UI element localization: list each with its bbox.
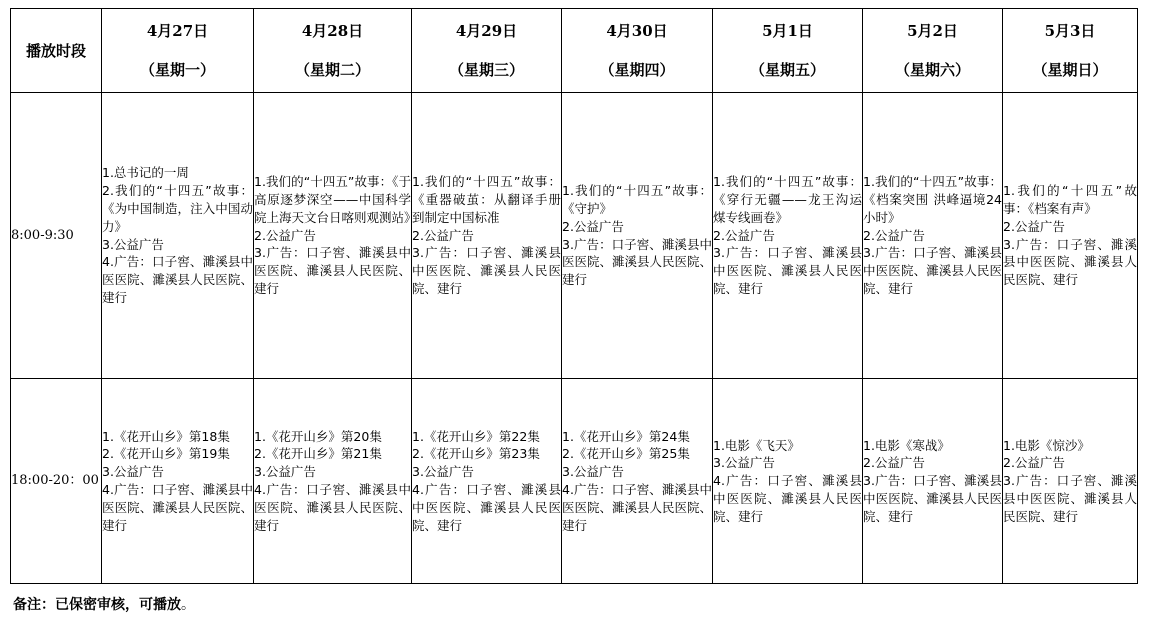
program-cell [1003,93,1138,379]
program-line: 1.我们的“十四五”故事：《重器破茧：从翻译手册到制定中国标准 [412,174,561,225]
program-line: 2.《花开山乡》第21集 [254,446,382,462]
day-weekday: （星期四） [599,61,675,79]
day-header [254,9,412,93]
program-line: 3.广告：口子窖、濉溪县中医医院、濉溪县人民医院、建行 [562,236,713,288]
slot-header-label: 播放时段 [25,42,86,60]
day-header [863,9,1003,93]
program-line: 3.广告：口子窖、濉溪县中医医院、濉溪县人民医院、建行 [412,245,561,296]
day-date: 4月30日 [606,22,668,40]
program-line: 3.公益广告 [102,464,164,480]
program-line: 3.广告：口子窖、濉溪县中医医院、濉溪县人民医院、建行 [863,473,1002,524]
day-date: 4月27日 [146,22,209,40]
day-weekday: （星期六） [894,61,970,79]
schedule-row-evening [11,379,1138,584]
time-slot: 18:00-20：00 [11,379,102,584]
program-line: 2.公益广告 [713,227,775,243]
footnote [13,594,195,614]
program-cell [1003,379,1138,584]
program-line: 3.公益广告 [713,455,775,471]
program-line: 1.电影《惊沙》 [1003,437,1090,453]
program-cell [412,93,562,379]
day-date: 4月29日 [455,22,518,40]
day-date: 5月2日 [907,22,958,40]
program-line: 1.我们的“十四五”故事：《于高原逐梦深空——中国科学院上海天文台日喀则观测站》 [254,174,417,225]
program-line: 1.《花开山乡》第22集 [412,428,540,444]
program-line: 2.《花开山乡》第19集 [102,446,230,462]
slot-header [11,9,102,93]
program-cell [562,379,713,584]
day-header [713,9,863,93]
program-line: 3.公益广告 [102,236,164,252]
program-cell [102,93,254,379]
program-line: 4.广告：口子窖、濉溪县中医医院、濉溪县人民医院、建行 [713,473,862,524]
program-line: 3.广告：口子窖、濉溪县中医医院、濉溪县人民医院、建行 [863,245,1002,296]
program-line: 2.公益广告 [1003,218,1065,234]
day-date: 5月1日 [762,22,813,40]
day-weekday: （星期一） [139,61,215,79]
day-weekday: （星期二） [294,61,370,79]
day-header [102,9,254,93]
day-date: 5月3日 [1044,22,1096,40]
program-cell [863,93,1003,379]
program-line: 3.公益广告 [562,464,624,480]
broadcast-schedule-table [10,8,1138,584]
program-line: 1.我们的“十四五”故事：《档案突围 洪峰逼境24小时》 [863,174,1002,225]
day-header [1003,9,1138,93]
program-line: 3.广告：口子窖、濉溪县中医医院、濉溪县人民医院、建行 [254,245,411,296]
program-line: 2.《花开山乡》第25集 [562,446,690,462]
program-line: 1.《花开山乡》第20集 [254,428,382,444]
program-line: 2.公益广告 [562,218,624,234]
program-line: 3.广告：口子窖、濉溪县中医医院、濉溪县人民医院、建行 [713,245,862,296]
program-cell [412,379,562,584]
program-line: 2.公益广告 [1003,455,1065,471]
program-cell [254,379,412,584]
program-line: 2.公益广告 [863,227,925,243]
footnote-period: 。 [181,597,195,613]
program-line: 1.我们的“十四五”故事：《穿行无疆——龙王沟运煤专线画卷》 [713,174,862,225]
program-cell [713,93,863,379]
program-line: 1.《花开山乡》第18集 [102,428,230,444]
program-line: 4.广告：口子窖、濉溪县中医医院、濉溪县人民医院、建行 [412,482,561,533]
schedule-row-morning [11,93,1138,379]
program-line: 1.我们的“十四五”故事：《档案有声》 [1003,183,1137,216]
time-slot: 8:00-9:30 [11,93,102,379]
program-line: 2.《花开山乡》第23集 [412,446,540,462]
program-line: 3.广告：口子窖、濉溪县中医医院、濉溪县人民医院、建行 [1003,236,1137,288]
day-header [562,9,713,93]
day-weekday: （星期日） [1032,61,1108,79]
day-date: 4月28日 [301,22,364,40]
program-line: 3.公益广告 [412,464,474,480]
program-line: 3.广告：口子窖、濉溪县中医医院、濉溪县人民医院、建行 [1003,473,1137,524]
program-cell [254,93,417,379]
program-line: 1.总书记的一周 [102,165,189,181]
program-line: 1.电影《寒战》 [863,437,950,453]
program-cell [102,379,254,584]
program-line: 4.广告：口子窖、濉溪县中医医院、濉溪县人民医院、建行 [562,482,713,533]
day-weekday: （星期五） [749,61,825,79]
footnote-text: 备注：已保密审核，可播放 [13,597,181,613]
program-cell [713,379,863,584]
program-line: 4.广告：口子窖、濉溪县中医医院、濉溪县人民医院、建行 [102,482,253,533]
program-line: 1.电影《飞天》 [713,437,800,453]
program-line: 2.公益广告 [412,227,474,243]
program-line: 2.我们的“十四五”故事：《为中国制造，注入中国动力》 [102,183,253,234]
program-line: 3.公益广告 [254,464,316,480]
program-line: 1.《花开山乡》第24集 [562,428,690,444]
program-line: 2.公益广告 [254,227,316,243]
header-row [11,9,1138,93]
day-weekday: （星期三） [448,61,524,79]
program-line: 4.广告：口子窖、濉溪县中医医院、濉溪县人民医院、建行 [102,254,253,305]
program-line: 4.广告：口子窖、濉溪县中医医院、濉溪县人民医院、建行 [254,482,411,533]
program-line: 1.我们的“十四五”故事：《守护》 [562,183,712,216]
day-header [412,9,562,93]
program-cell [863,379,1003,584]
program-line: 2.公益广告 [863,455,925,471]
program-cell [562,93,713,379]
